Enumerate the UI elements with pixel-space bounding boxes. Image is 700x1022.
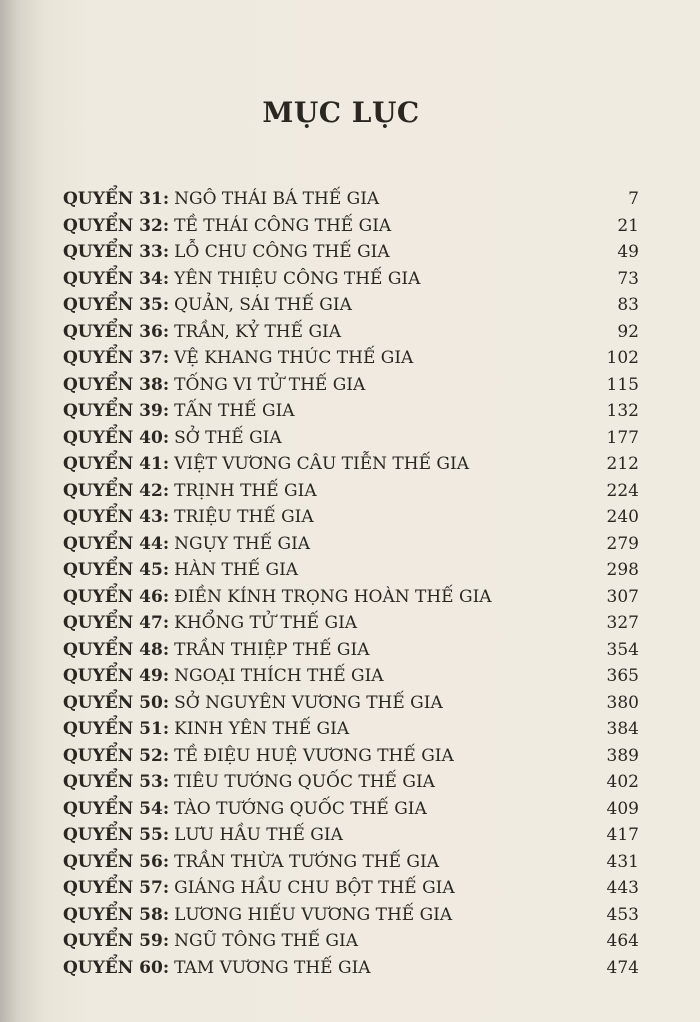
toc-page-number: 102 bbox=[606, 348, 639, 368]
toc-page-number: 380 bbox=[606, 692, 639, 713]
toc-entry bbox=[63, 348, 639, 375]
toc-page-number: 92 bbox=[617, 321, 639, 342]
toc-page-number: 240 bbox=[606, 507, 639, 527]
toc-chapter-title: LƯU HẦU THẾ GIA bbox=[174, 825, 343, 845]
toc-chapter-title: NGÔ THÁI BÁ THẾ GIA bbox=[174, 189, 380, 209]
toc-chapter-title: SỞ THẾ GIA bbox=[174, 427, 282, 448]
toc-volume-label: QUYỂN 55: bbox=[63, 825, 170, 845]
toc-chapter-title: KINH YÊN THẾ GIA bbox=[174, 719, 350, 739]
toc-volume-label: QUYỂN 58: bbox=[63, 904, 170, 925]
toc-chapter-title: GIÁNG HẦU CHU BỘT THẾ GIA bbox=[174, 878, 455, 898]
toc-chapter-title: VIỆT VƯƠNG CÂU TIỄN THẾ GIA bbox=[174, 454, 469, 474]
toc-chapter-title: TỀ THÁI CÔNG THẾ GIA bbox=[174, 215, 392, 236]
toc-chapter-title: TRẦN, KỶ THẾ GIA bbox=[174, 321, 342, 342]
toc-volume-label: QUYỂN 51: bbox=[63, 719, 170, 739]
toc-volume-label: QUYỂN 53: bbox=[63, 772, 170, 792]
toc-entry bbox=[63, 905, 639, 932]
toc-page-number: 49 bbox=[617, 242, 639, 262]
toc-chapter-title: NGOẠI THÍCH THẾ GIA bbox=[174, 666, 384, 686]
toc-volume-label: QUYỂN 39: bbox=[63, 401, 170, 421]
toc-entry bbox=[63, 746, 639, 773]
toc-volume-label: QUYỂN 35: bbox=[63, 295, 170, 315]
toc-page-number: 327 bbox=[606, 613, 639, 633]
toc-page-number: 409 bbox=[606, 798, 639, 819]
toc-chapter-title: VỆ KHANG THÚC THẾ GIA bbox=[174, 348, 414, 368]
toc-entry bbox=[63, 507, 639, 534]
toc-page-number: 453 bbox=[606, 904, 639, 925]
toc-chapter-title: TÀO TƯỚNG QUỐC THẾ GIA bbox=[174, 798, 427, 819]
toc-volume-label: QUYỂN 34: bbox=[63, 268, 170, 289]
toc-chapter-title: TỀ ĐIỆU HUỆ VƯƠNG THẾ GIA bbox=[174, 745, 454, 766]
toc-chapter-title: TẤN THẾ GIA bbox=[174, 401, 295, 421]
toc-page-number: 224 bbox=[606, 480, 639, 501]
toc-page-number: 115 bbox=[606, 374, 639, 395]
toc-chapter-title: NGỤY THẾ GIA bbox=[174, 533, 311, 554]
toc-chapter-title: TRẦN THIỆP THẾ GIA bbox=[174, 639, 370, 660]
toc-page-number: 73 bbox=[617, 268, 639, 289]
toc-volume-label: QUYỂN 52: bbox=[63, 745, 170, 766]
toc-volume-label: QUYỂN 44: bbox=[63, 533, 170, 554]
toc-page-number: 177 bbox=[606, 427, 639, 448]
toc-chapter-title: LƯƠNG HIẾU VƯƠNG THẾ GIA bbox=[174, 904, 453, 925]
toc-volume-label: QUYỂN 31: bbox=[63, 189, 170, 209]
toc-page-number: 7 bbox=[628, 189, 639, 209]
toc-chapter-title: LỖ CHU CÔNG THẾ GIA bbox=[174, 242, 390, 262]
toc-page-number: 417 bbox=[606, 825, 639, 845]
toc-entry bbox=[63, 878, 639, 905]
toc-page-number: 402 bbox=[606, 772, 639, 792]
toc-volume-label: QUYỂN 60: bbox=[63, 957, 170, 978]
toc-page-number: 298 bbox=[606, 560, 639, 580]
toc-page-number: 384 bbox=[606, 719, 639, 739]
toc-volume-label: QUYỂN 47: bbox=[63, 613, 170, 633]
toc-volume-label: QUYỂN 49: bbox=[63, 666, 170, 686]
toc-chapter-title: KHỔNG TỬ THẾ GIA bbox=[174, 613, 358, 633]
toc-volume-label: QUYỂN 36: bbox=[63, 321, 170, 342]
toc-entry bbox=[63, 613, 639, 640]
toc-page-number: 431 bbox=[606, 851, 639, 872]
toc-volume-label: QUYỂN 50: bbox=[63, 692, 170, 713]
toc-entry bbox=[63, 375, 639, 402]
toc-entry bbox=[63, 772, 639, 799]
toc-volume-label: QUYỂN 41: bbox=[63, 454, 170, 474]
toc-entry bbox=[63, 454, 639, 481]
toc-entry bbox=[63, 560, 639, 587]
toc-page-number: 443 bbox=[606, 878, 639, 898]
toc-page-number: 389 bbox=[606, 745, 639, 766]
toc-entry bbox=[63, 322, 639, 349]
toc-volume-label: QUYỂN 54: bbox=[63, 798, 170, 819]
toc-page-number: 132 bbox=[606, 401, 639, 421]
toc-entry bbox=[63, 269, 639, 296]
toc-entry bbox=[63, 428, 639, 455]
toc-entry bbox=[63, 719, 639, 746]
toc-volume-label: QUYỂN 45: bbox=[63, 560, 170, 580]
toc-page-number: 354 bbox=[606, 639, 639, 660]
toc-entry bbox=[63, 401, 639, 428]
toc-chapter-title: HÀN THẾ GIA bbox=[174, 560, 299, 580]
toc-volume-label: QUYỂN 56: bbox=[63, 851, 170, 872]
toc-entry bbox=[63, 587, 639, 614]
toc-entry bbox=[63, 640, 639, 667]
toc-entry bbox=[63, 931, 639, 958]
toc-entry bbox=[63, 958, 639, 985]
toc-volume-label: QUYỂN 40: bbox=[63, 427, 170, 448]
toc-entry bbox=[63, 693, 639, 720]
toc-page-number: 474 bbox=[606, 957, 639, 978]
toc-volume-label: QUYỂN 57: bbox=[63, 878, 170, 898]
toc-entry bbox=[63, 799, 639, 826]
toc-chapter-title: TRẦN THỪA TƯỚNG THẾ GIA bbox=[174, 851, 440, 872]
toc-page-number: 212 bbox=[606, 454, 639, 474]
toc-volume-label: QUYỂN 42: bbox=[63, 480, 170, 501]
toc-volume-label: QUYỂN 48: bbox=[63, 639, 170, 660]
toc-entry bbox=[63, 852, 639, 879]
toc-chapter-title: TRỊNH THẾ GIA bbox=[174, 480, 317, 501]
toc-page-number: 307 bbox=[606, 586, 639, 607]
toc-entry bbox=[63, 481, 639, 508]
toc-entry bbox=[63, 295, 639, 322]
toc-chapter-title: QUẢN, SÁI THẾ GIA bbox=[174, 295, 352, 315]
toc-chapter-title: ĐIỀN KÍNH TRỌNG HOÀN THẾ GIA bbox=[174, 586, 492, 607]
toc-entry bbox=[63, 216, 639, 243]
toc-volume-label: QUYỂN 46: bbox=[63, 586, 170, 607]
toc-page-number: 21 bbox=[617, 215, 639, 236]
page-title: MỤC LỤC bbox=[262, 96, 420, 129]
toc-entry bbox=[63, 825, 639, 852]
toc-volume-label: QUYỂN 33: bbox=[63, 242, 170, 262]
toc-volume-label: QUYỂN 38: bbox=[63, 374, 170, 395]
toc-page-number: 365 bbox=[606, 666, 639, 686]
toc-entry bbox=[63, 534, 639, 561]
toc-chapter-title: TAM VƯƠNG THẾ GIA bbox=[174, 957, 371, 978]
toc-chapter-title: TRIỆU THẾ GIA bbox=[174, 507, 314, 527]
toc-volume-label: QUYỂN 37: bbox=[63, 348, 170, 368]
toc-page-number: 279 bbox=[606, 533, 639, 554]
toc-chapter-title: TỐNG VI TỬ THẾ GIA bbox=[174, 374, 366, 395]
toc-chapter-title: SỞ NGUYÊN VƯƠNG THẾ GIA bbox=[174, 692, 443, 713]
toc-volume-label: QUYỂN 59: bbox=[63, 931, 170, 951]
table-of-contents bbox=[63, 189, 639, 984]
toc-volume-label: QUYỂN 32: bbox=[63, 215, 170, 236]
toc-entry bbox=[63, 242, 639, 269]
toc-volume-label: QUYỂN 43: bbox=[63, 507, 170, 527]
toc-page-number: 83 bbox=[617, 295, 639, 315]
toc-entry bbox=[63, 666, 639, 693]
toc-chapter-title: NGŨ TÔNG THẾ GIA bbox=[174, 931, 358, 951]
toc-entry bbox=[63, 189, 639, 216]
toc-chapter-title: TIÊU TƯỚNG QUỐC THẾ GIA bbox=[174, 772, 435, 792]
toc-chapter-title: YÊN THIỆU CÔNG THẾ GIA bbox=[174, 268, 421, 289]
toc-page-number: 464 bbox=[606, 931, 639, 951]
